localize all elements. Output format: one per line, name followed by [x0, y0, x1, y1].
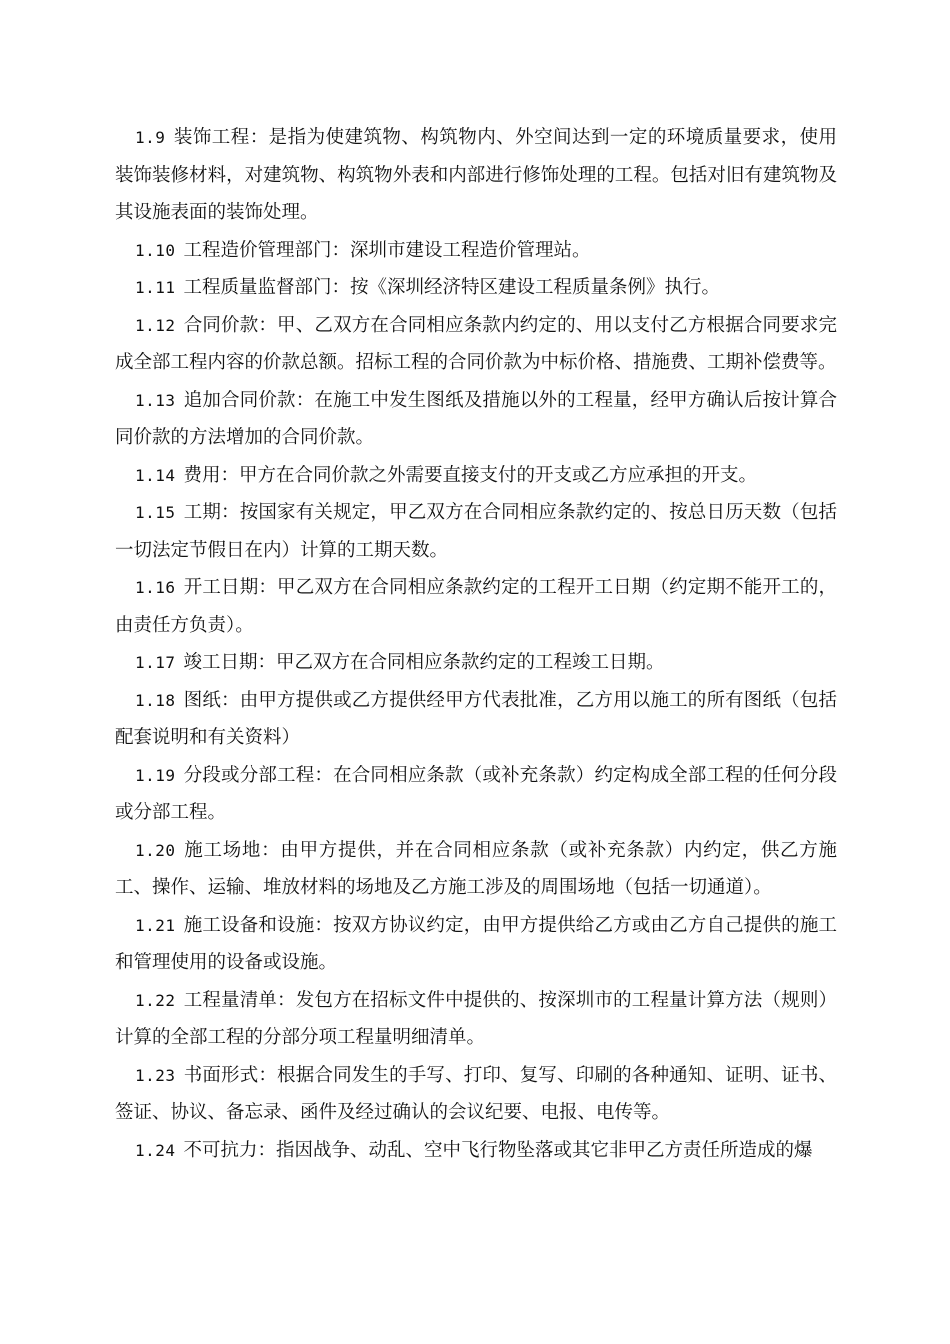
- clause-number: 1.13: [135, 390, 176, 410]
- clause-1-21: [115, 907, 837, 982]
- clause-number: 1.10: [135, 240, 176, 260]
- clause-1-23: [115, 1057, 837, 1132]
- clause-number: 1.12: [135, 315, 176, 335]
- clause-text: 工期：按国家有关规定，甲乙双方在合同相应条款约定的、按总日历天数（包括一切法定节假日在内）计算的工期天数。: [115, 502, 837, 561]
- clause-text: 追加合同价款：在施工中发生图纸及措施以外的工程量，经甲方确认后按计算合同价款的方法增加的合同价款。: [115, 389, 837, 448]
- clause-text: 工程造价管理部门：深圳市建设工程造价管理站。: [183, 239, 591, 261]
- clause-1-16: [115, 569, 837, 644]
- clause-1-20: [115, 832, 837, 907]
- clause-1-10: [115, 232, 837, 270]
- clause-1-13: [115, 382, 837, 457]
- clause-1-14: [115, 457, 837, 495]
- clause-number: 1.17: [135, 653, 176, 672]
- clause-1-9: [115, 119, 837, 232]
- clause-number: 1.15: [135, 503, 176, 522]
- clause-1-18: [115, 682, 837, 757]
- clause-1-24: [115, 1132, 837, 1170]
- clause-number: 1.20: [135, 840, 176, 860]
- clause-1-22: [115, 982, 837, 1057]
- document-body: [115, 119, 837, 1169]
- clause-text: 施工场地：由甲方提供，并在合同相应条款（或补充条款）内约定，供乙方施工、操作、运输、堆放材料的场地及乙方施工涉及的周围场地（包括一切通道）。: [115, 839, 837, 898]
- clause-number: 1.24: [135, 1140, 176, 1160]
- clause-1-11: [115, 269, 837, 307]
- clause-text: 书面形式：根据合同发生的手写、打印、复写、印刷的各种通知、证明、证书、签证、协议、备忘录、函件及经过确认的会议纪要、电报、电传等。: [115, 1064, 837, 1123]
- clause-number: 1.16: [135, 578, 176, 597]
- clause-1-19: [115, 757, 837, 832]
- clause-text: 分段或分部工程：在合同相应条款（或补充条款）约定构成全部工程的任何分段或分部工程。: [115, 764, 837, 823]
- clause-text: 工程质量监督部门：按《深圳经济特区建设工程质量条例》执行。: [183, 277, 721, 298]
- clause-1-12: [115, 307, 837, 382]
- clause-text: 开工日期：甲乙双方在合同相应条款约定的工程开工日期（约定期不能开工的，由责任方负责）。: [115, 577, 837, 636]
- clause-text: 图纸：由甲方提供或乙方提供经甲方代表批准，乙方用以施工的所有图纸（包括配套说明和有关资料）: [115, 689, 837, 748]
- clause-1-17: [115, 644, 837, 682]
- clause-number: 1.23: [135, 1065, 176, 1085]
- clause-text: 费用：甲方在合同价款之外需要直接支付的开支或乙方应承担的开支。: [183, 464, 758, 486]
- clause-1-15: [115, 494, 837, 569]
- clause-text: 合同价款：甲、乙双方在合同相应条款内约定的、用以支付乙方根据合同要求完成全部工程内容的价款总额。招标工程的合同价款为中标价格、措施费、工期补偿费等。: [115, 314, 837, 373]
- clause-text: 竣工日期：甲乙双方在合同相应条款约定的工程竣工日期。: [183, 652, 665, 673]
- clause-number: 1.14: [135, 465, 176, 485]
- clause-number: 1.21: [135, 915, 176, 935]
- clause-number: 1.18: [135, 690, 176, 710]
- clause-number: 1.11: [135, 278, 176, 297]
- clause-number: 1.19: [135, 765, 176, 785]
- clause-text: 工程量清单：发包方在招标文件中提供的、按深圳市的工程量计算方法（规则）计算的全部工程的分部分项工程量明细清单。: [115, 989, 837, 1048]
- clause-number: 1.9: [135, 128, 166, 147]
- clause-text: 施工设备和设施：按双方协议约定，由甲方提供给乙方或由乙方自己提供的施工和管理使用的设备或设施。: [115, 914, 837, 973]
- clause-text: 不可抗力：指因战争、动乱、空中飞行物坠落或其它非甲乙方责任所造成的爆: [183, 1139, 813, 1161]
- clause-number: 1.22: [135, 990, 176, 1010]
- clause-text: 装饰工程：是指为使建筑物、构筑物内、外空间达到一定的环境质量要求，使用装饰装修材料，对建筑物、构筑物外表和内部进行修饰处理的工程。包括对旧有建筑物及其设施表面的装饰处理。: [115, 127, 837, 223]
